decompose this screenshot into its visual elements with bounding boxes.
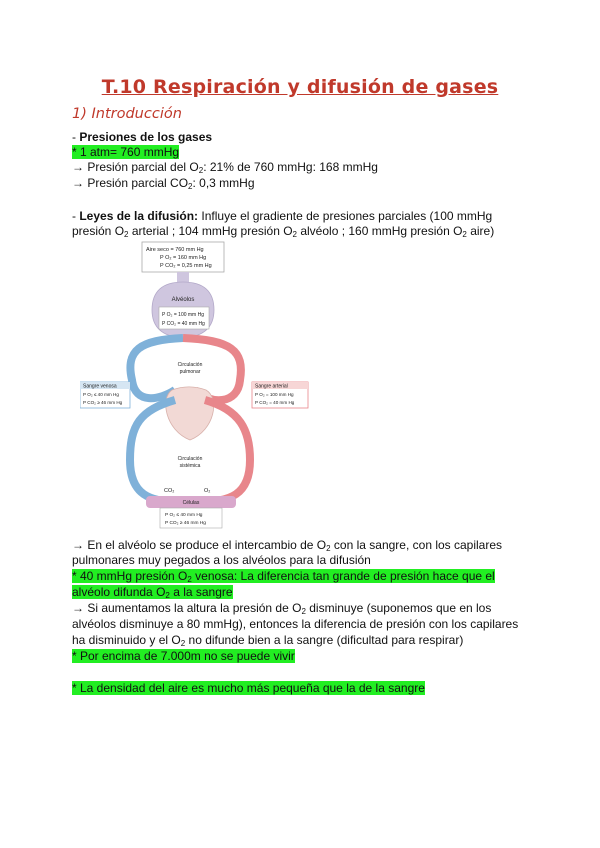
highlight-line-1 [72,569,495,584]
o2-pressure-line [72,160,378,175]
subscript: 2 [292,230,297,239]
air-po2: P O₂ = 160 mm Hg [160,255,207,261]
pulmonary-circ-label: Circulación [177,362,203,368]
subscript: 2 [301,607,306,616]
body-line-4 [72,617,518,632]
body-line-2 [72,553,371,568]
arterial-po2: P O₂ = 100 mm Hg [255,392,294,397]
leyes-line-1: - Leyes de la difusión: Influye el gradiente de presiones parciales (100 mmHg [72,209,493,223]
venous-pco2: P CO₂ ≥ 46 mm Hg [83,400,123,405]
alveoli-pco2: P CO₂ = 40 mm Hg [162,321,205,327]
co2-pressure-text: → Presión parcial CO [72,176,189,190]
alveoli-po2: P O₂ = 100 mm Hg [162,312,205,318]
leyes-text: Influye el gradiente de presiones parciales (100 mmHg [198,209,493,223]
o2-pressure-text: → Presión parcial del O [72,160,199,174]
subscript: 2 [326,544,331,553]
arterial-title: Sangre arterial [255,383,288,390]
air-pco2: P CO₂ = 0,25 mm Hg [160,263,212,269]
section-heading: 1) Introducción [72,106,182,122]
body-line-1 [72,538,502,553]
presiones-heading-line: - Presiones de los gases [72,130,213,144]
body-text: alvéolos disminuye a 80 mmHg), entonces la diferencia de presión con los capilares [72,617,519,631]
highlight-line-2 [72,585,233,600]
body-text: → Si aumentamos la altura la presión de O [72,601,302,615]
body-text: no difunde bien a la sangre (dificultad para respirar) [185,633,464,647]
systemic-circ-label: Circulación [177,456,203,462]
gas-exchange-diagram [80,240,310,530]
highlight-line-4 [72,681,425,696]
co2-pressure-value: : 0,3 mmHg [192,176,255,190]
body-text: pulmonares muy pegados a los alvéolos para la difusión [72,553,371,567]
venous-po2: P O₂ ≤ 40 mm Hg [83,392,119,397]
highlight-atm: * 1 atm= 760 mmHg [72,145,180,159]
highlight-altitude: * Por encima de 7.000m no se puede vivir [72,649,295,663]
highlight-text: a la sangre [169,585,233,599]
highlight-venous [72,569,495,583]
systemic-circ-label-2: sistémica [179,463,201,469]
subscript: 2 [180,639,186,648]
leyes-text: alvéolo ; 160 mmHg presión O [297,224,463,238]
body-text: con la sangre, con los capilares [330,538,503,552]
pulmonary-circ-label-2: pulmonar [179,369,201,375]
body-text: → En el alvéolo se produce el intercambio de O [72,538,327,552]
leyes-text: arterial ; 104 mmHg presión O [128,224,293,238]
co2-pressure-line [72,176,255,191]
highlight-density: * La densidad del aire es mucho más pequeña que la de la sangre [72,681,425,695]
o2-label: O₂ [204,488,211,494]
subscript: 2 [198,166,204,175]
subscript: 2 [462,230,467,239]
highlight-text: alvéolo difunda O [72,585,166,599]
body-text: disminuye (suponemos que en los [305,601,492,615]
subscript: 2 [188,182,193,191]
highlight-text: venosa: La diferencia tan grande de presión hace que el [191,569,495,583]
body-text: ha disminuido y el O [72,633,181,647]
highlight-text: * 40 mmHg presión O [72,569,188,583]
leyes-line-2 [72,224,494,239]
leyes-heading: Leyes de la difusión: [79,209,199,223]
leyes-text: presión O [72,224,125,238]
highlight-venous-2 [72,585,233,599]
co2-label: CO₂ [164,488,175,494]
venous-title: Sangre venosa [83,383,117,390]
alveoli-label: Alvéolos [171,297,195,303]
page-title: T.10 Respiración y difusión de gases [101,76,499,98]
arterial-pco2: P CO₂ = 40 mm Hg [255,400,295,405]
heart [166,387,214,440]
cells-po2: P O₂ ≤ 40 mm Hg [165,513,203,518]
subscript: 2 [165,591,170,600]
cells-pco2: P CO₂ ≥ 46 mm Hg [165,521,206,526]
air-label: Aire seco = 760 mm Hg [146,247,204,253]
atm-line [72,145,179,160]
cells-label: Células [182,500,200,506]
highlight-line-3 [72,649,295,664]
body-line-3 [72,601,491,616]
body-line-5 [72,633,463,648]
o2-pressure-value: : 21% de 760 mmHg: 168 mmHg [203,160,378,174]
subscript: 2 [187,575,192,584]
subscript: 2 [124,230,129,239]
leyes-text: aire) [466,224,495,238]
presiones-heading: Presiones de los gases [79,130,213,144]
